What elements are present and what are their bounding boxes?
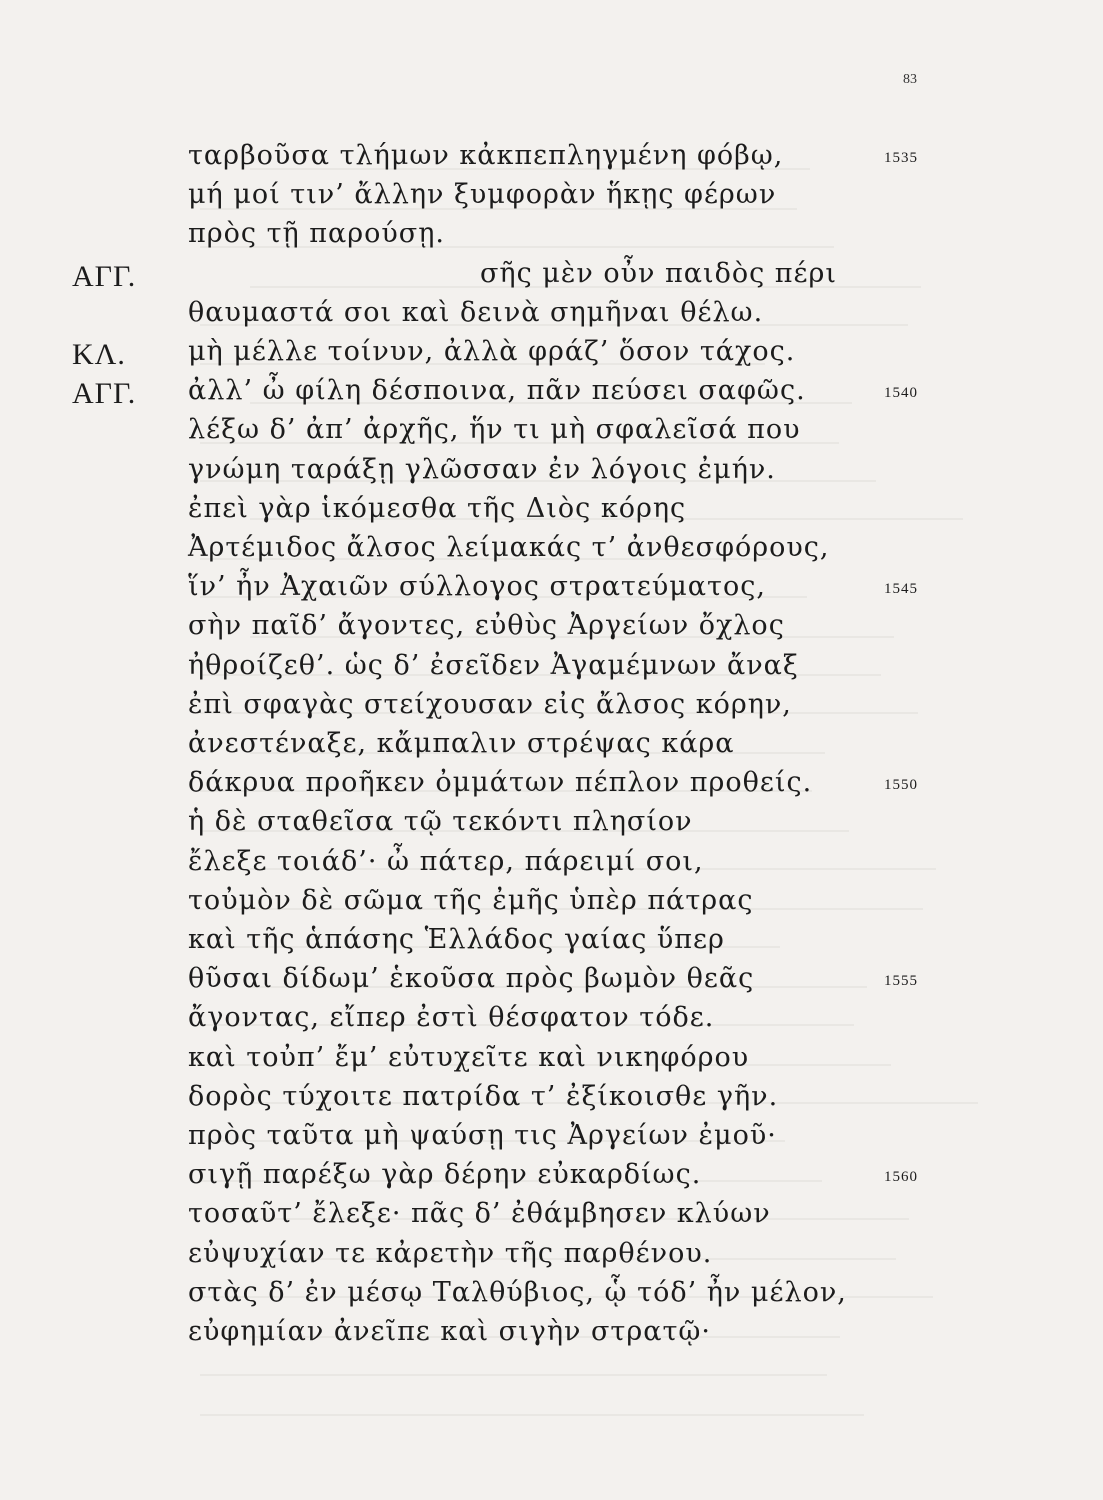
- verse-line: [0, 689, 1103, 733]
- verse-line: [0, 493, 1103, 537]
- verse-line: [0, 297, 1103, 341]
- verse-text-line: ἔλεξε τοιάδ’· ὦ πάτερ, πάρειμί σοι,: [188, 846, 704, 877]
- verse-text-line: δορὸς τύχοιτε πατρίδα τ’ ἐξίκοισθε γῆν.: [188, 1081, 779, 1112]
- verse-text-line: δάκρυα προῆκεν ὀμμάτων πέπλον προθείς.: [188, 767, 813, 798]
- verse-text-line: ἵν’ ἦν Ἀχαιῶν σύλλογος στρατεύματος,: [188, 571, 766, 602]
- verse-line: [0, 1042, 1103, 1086]
- line-number: 1560: [884, 1169, 918, 1185]
- speaker-label: ΑΓΓ.: [72, 260, 137, 293]
- line-number: 1550: [884, 777, 918, 793]
- verse-text-line: πρὸς τῇ παρούσῃ.: [188, 218, 445, 249]
- bleed-through-stroke: [200, 1414, 864, 1416]
- verse-line: [0, 179, 1103, 223]
- line-number: 1555: [884, 973, 918, 989]
- page-number: 83: [903, 72, 917, 87]
- verse-line: [0, 1198, 1103, 1242]
- verse-text-line: Ἀρτέμιδος ἄλσος λείμακάς τ’ ἀνθεσφόρους,: [188, 532, 830, 563]
- speaker-label: ΑΓΓ.: [72, 377, 137, 410]
- verse-text-line: εὐψυχίαν τε κἀρετὴν τῆς παρθένου.: [188, 1238, 713, 1269]
- line-number: 1540: [884, 385, 918, 401]
- verse-line: [0, 885, 1103, 929]
- verse-line: [0, 846, 1103, 890]
- verse-line: [0, 728, 1103, 772]
- verse-text-line: σὴν παῖδ’ ἄγοντες, εὐθὺς Ἀργείων ὄχλος: [188, 610, 785, 641]
- verse-line: [0, 610, 1103, 654]
- verse-line: [0, 571, 1103, 615]
- verse-text-line: μή μοί τιν’ ἄλλην ξυμφορὰν ἥκῃς φέρων: [188, 179, 777, 210]
- verse-text-line: ἀνεστέναξε, κἄμπαλιν στρέψας κάρα: [188, 728, 735, 759]
- verse-line: [0, 1002, 1103, 1046]
- verse-text-line: ἡ δὲ σταθεῖσα τῷ τεκόντι πλησίον: [188, 806, 693, 837]
- verse-text-line: εὐφημίαν ἀνεῖπε καὶ σιγὴν στρατῷ·: [188, 1316, 711, 1347]
- verse-line: [0, 218, 1103, 262]
- verse-text-line: τοσαῦτ’ ἔλεξε· πᾶς δ’ ἐθάμβησεν κλύων: [188, 1198, 771, 1229]
- verse-line: [0, 1277, 1103, 1321]
- verse-line: [0, 767, 1103, 811]
- verse-text-line: ἠθροίζεθ’. ὡς δ’ ἐσεῖδεν Ἀγαμέμνων ἄναξ: [188, 650, 799, 681]
- verse-text-line: ταρβοῦσα τλήμων κἀκπεπληγμένη φόβῳ,: [188, 140, 784, 171]
- verse-line: [0, 336, 1103, 380]
- verse-text-line: θῦσαι δίδωμ’ ἑκοῦσα πρὸς βωμὸν θεᾶς: [188, 963, 755, 994]
- verse-text-line: σῆς μὲν οὖν παιδὸς πέρι: [480, 258, 837, 289]
- verse-text-line: πρὸς ταῦτα μὴ ψαύσῃ τις Ἀργείων ἐμοῦ·: [188, 1120, 777, 1151]
- verse-text-line: τοὐμὸν δὲ σῶμα τῆς ἐμῆς ὑπὲρ πάτρας: [188, 885, 754, 916]
- speaker-label: ΚΛ.: [72, 338, 126, 371]
- verse-line: [0, 375, 1103, 419]
- verse-line: [0, 1081, 1103, 1125]
- verse-line: [0, 963, 1103, 1007]
- verse-text-line: ἐπὶ σφαγὰς στείχουσαν εἰς ἄλσος κόρην,: [188, 689, 792, 720]
- verse-line: [0, 650, 1103, 694]
- verse-text-line: στὰς δ’ ἐν μέσῳ Ταλθύβιος, ᾧ τόδ’ ἦν μέλον,: [188, 1277, 847, 1308]
- verse-text-line: καὶ τῆς ἁπάσης Ἑλλάδος γαίας ὕπερ: [188, 924, 725, 955]
- verse-line: [0, 1316, 1103, 1360]
- verse-line: [0, 454, 1103, 498]
- verse-line: [0, 414, 1103, 458]
- verse-text-line: ἄγοντας, εἴπερ ἐστὶ θέσφατον τόδε.: [188, 1002, 715, 1033]
- bleed-through-stroke: [200, 1374, 827, 1376]
- verse-line: [0, 140, 1103, 184]
- verse-text-line: καὶ τοὐπ’ ἔμ’ εὐτυχεῖτε καὶ νικηφόρου: [188, 1042, 750, 1073]
- verse-text-line: θαυμαστά σοι καὶ δεινὰ σημῆναι θέλω.: [188, 297, 764, 328]
- verse-line: [0, 258, 1103, 302]
- verse-line: [0, 532, 1103, 576]
- verse-text-line: λέξω δ’ ἀπ’ ἀρχῆς, ἥν τι μὴ σφαλεῖσά που: [188, 414, 801, 445]
- verse-line: [0, 806, 1103, 850]
- verse-line: [0, 1238, 1103, 1282]
- line-number: 1545: [884, 581, 918, 597]
- verse-line: [0, 924, 1103, 968]
- line-number: 1535: [884, 150, 918, 166]
- verse-text-line: σιγῇ παρέξω γὰρ δέρην εὐκαρδίως.: [188, 1159, 702, 1190]
- verse-text-line: ἀλλ’ ὦ φίλη δέσποινα, πᾶν πεύσει σαφῶς.: [188, 375, 806, 406]
- verse-line: [0, 1120, 1103, 1164]
- verse-text-line: γνώμη ταράξῃ γλῶσσαν ἐν λόγοις ἐμήν.: [188, 454, 776, 485]
- verse-text-line: ἐπεὶ γὰρ ἱκόμεσθα τῆς Διὸς κόρης: [188, 493, 687, 524]
- verse-text-line: μὴ μέλλε τοίνυν, ἀλλὰ φράζ’ ὅσον τάχος.: [188, 336, 796, 367]
- verse-line: [0, 1159, 1103, 1203]
